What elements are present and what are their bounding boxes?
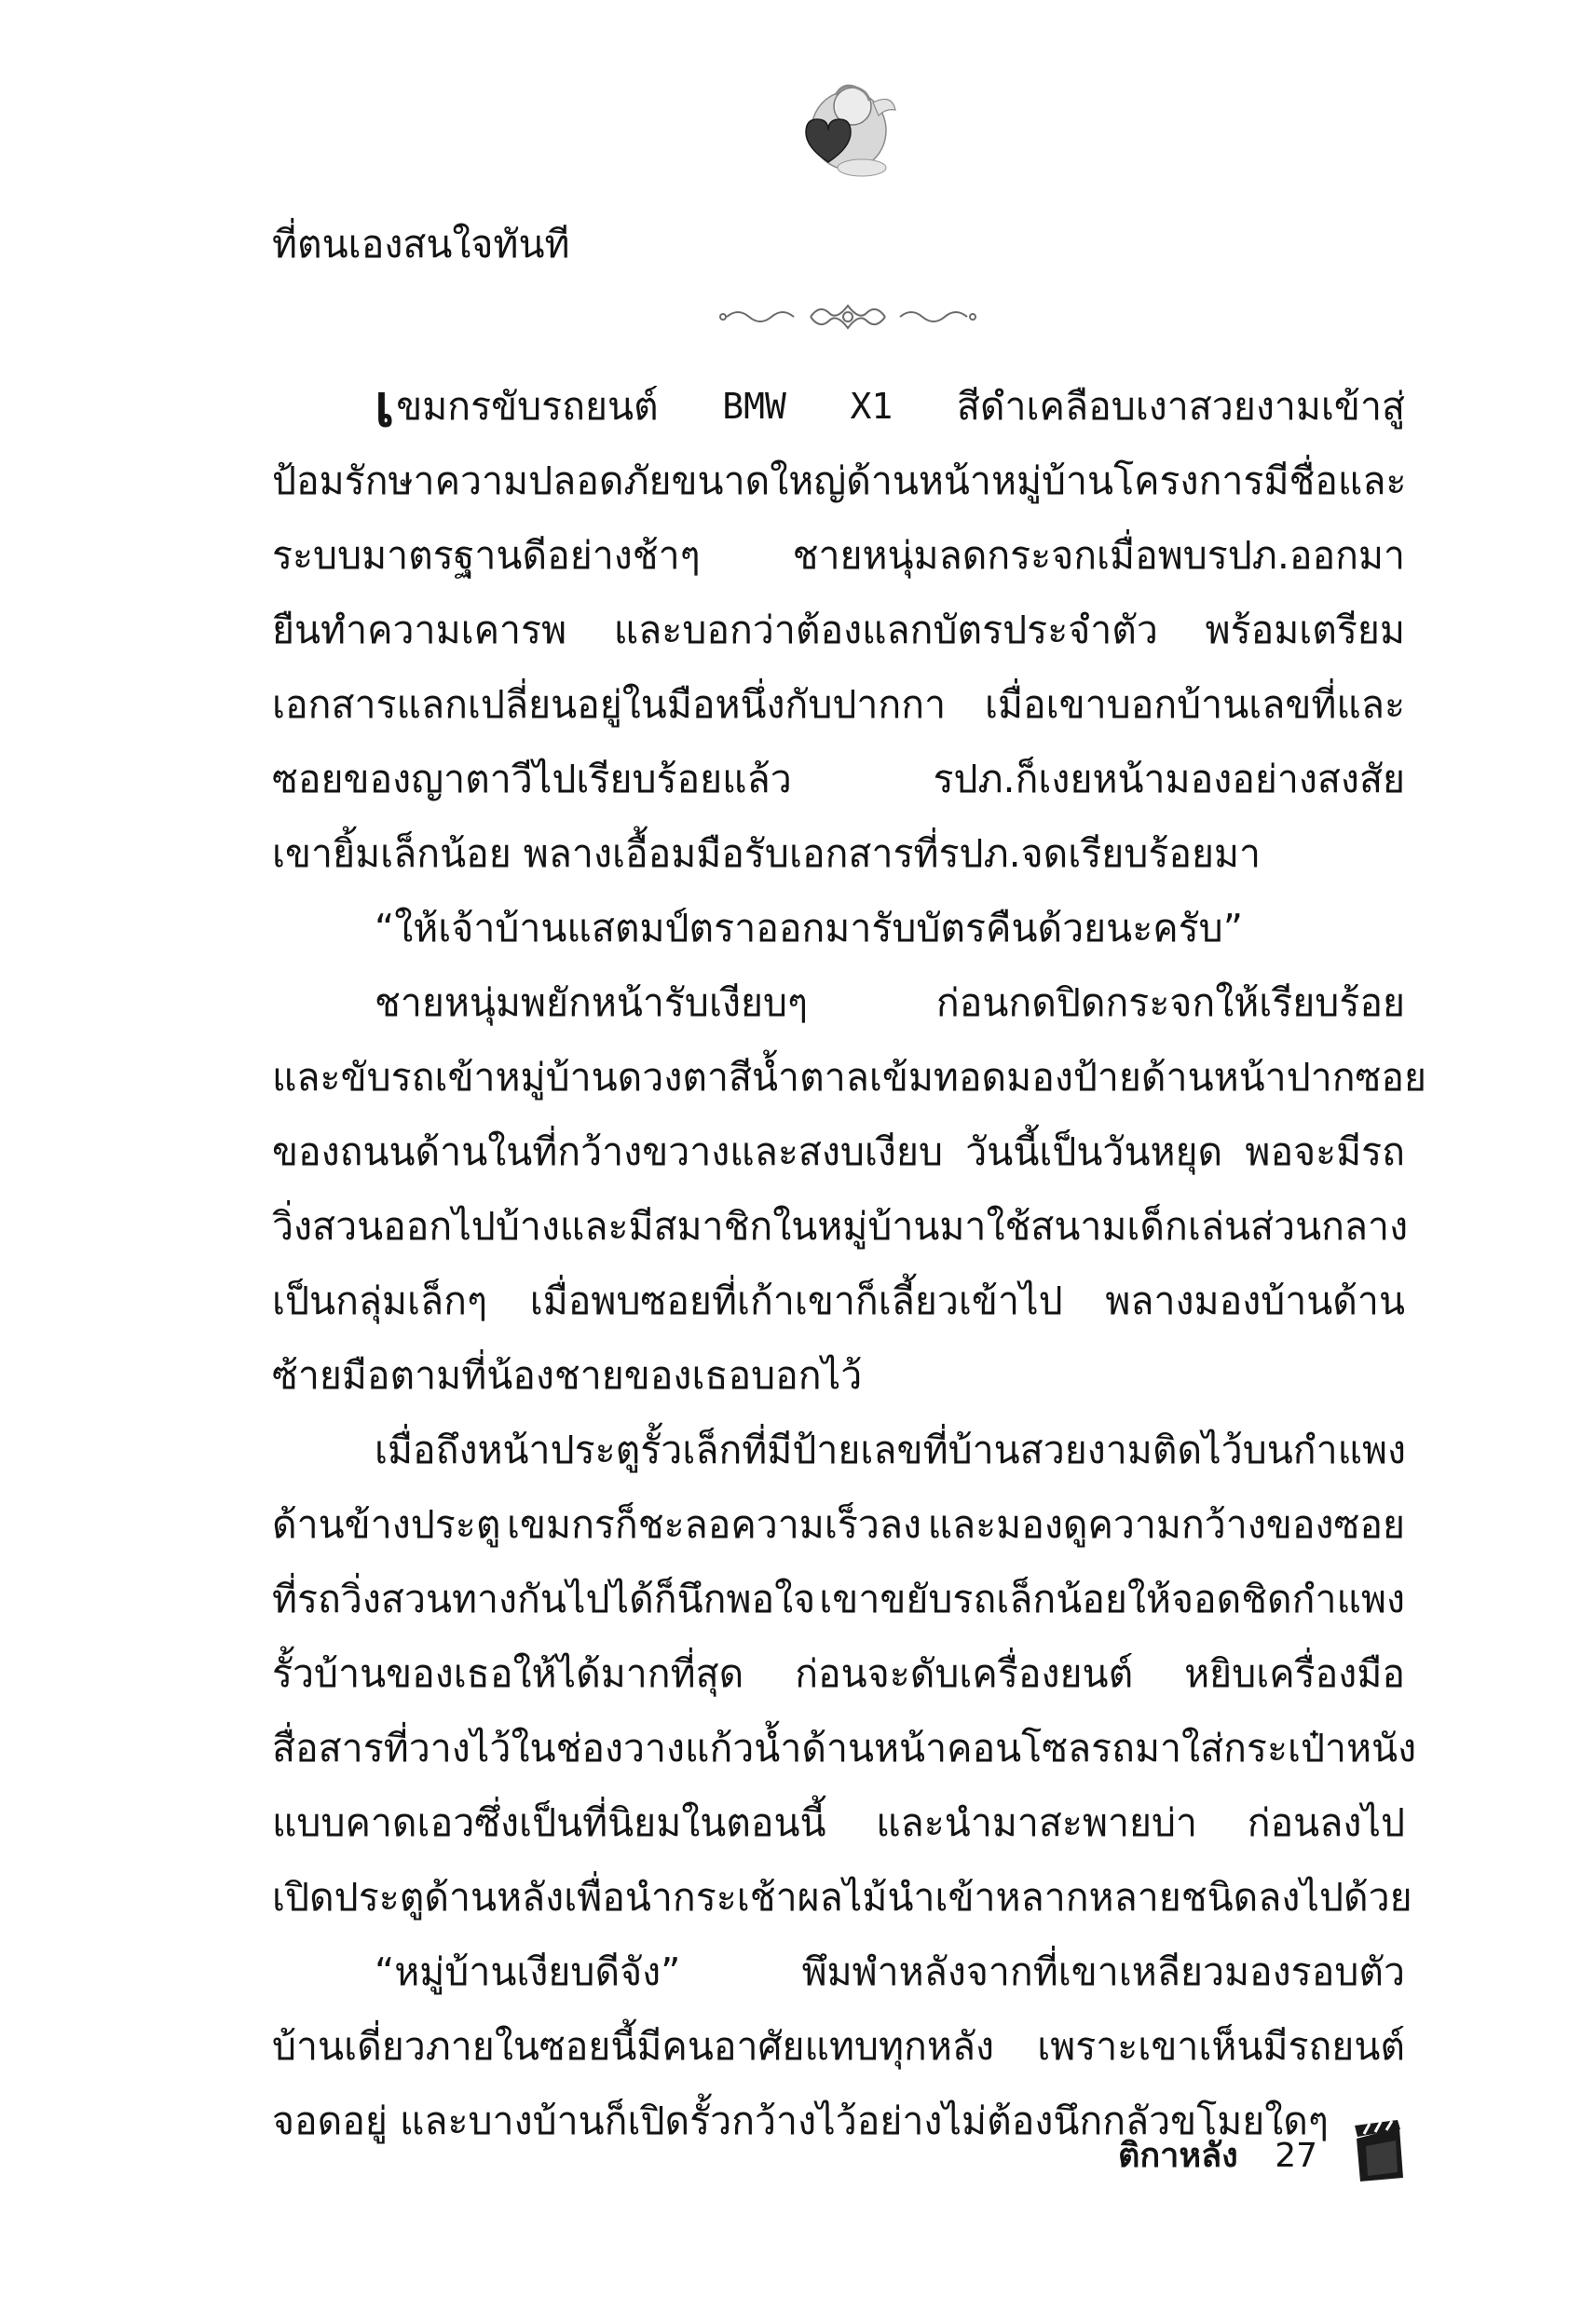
- line-text: เอกสารแลกเปลี่ยนอยู่ในมือหนึ่งกับปากกา เมื่อเขาบอกบ้านเลขที่และ: [272, 682, 1405, 727]
- text-line: [272, 369, 1405, 444]
- line-text: และขับรถเข้าหมู่บ้าน ดวงตาสีน้ำตาลเข้มทอดมองป้ายด้านหน้าปากซอย: [272, 1055, 1427, 1100]
- text-line: [272, 518, 1405, 593]
- line-text: แบบคาดเอวซึ่งเป็นที่นิยมในตอนนี้ และนำมาสะพายบ่า ก่อนลงไป: [272, 1800, 1405, 1845]
- line-text: จอดอยู่ และบางบ้านก็เปิดรั้วกว้างไว้อย่างไม่ต้องนึกกลัวขโมยใดๆ: [272, 2099, 1329, 2143]
- page-number: 27: [1275, 2137, 1318, 2175]
- ornamental-flourish-icon: [717, 300, 978, 334]
- line-text: เปิดประตูด้านหลังเพื่อนำกระเช้าผลไม้นำเข้าหลากหลายชนิดลงไปด้วย: [272, 1875, 1412, 1920]
- line-text: เขายิ้มเล็กน้อย พลางเอื้อมมือรับเอกสารที่รปภ.จดเรียบร้อยมา: [272, 831, 1262, 876]
- line-text: “ให้เจ้าบ้านแสตมป์ตราออกมารับบัตรคืนด้วยนะครับ”: [375, 906, 1243, 950]
- drop-cap: เ: [375, 372, 395, 440]
- text-line: [272, 2009, 1405, 2084]
- text-line: [272, 965, 1405, 1040]
- text-line: [272, 816, 1405, 891]
- text-line: [272, 1338, 1405, 1413]
- text-line: [272, 667, 1405, 742]
- text-line: [272, 1264, 1405, 1338]
- text-line: [272, 1785, 1405, 1860]
- line-text: วิ่งสวนออกไปบ้าง และมีสมาชิกในหมู่บ้านมาใช้สนามเด็กเล่นส่วนกลาง: [272, 1204, 1409, 1249]
- page-footer: [1118, 2128, 1317, 2181]
- text-line: [272, 1562, 1405, 1636]
- body-text: [272, 369, 1427, 2158]
- text-line: [272, 1636, 1405, 1711]
- line-text: “หมู่บ้านเงียบดีจัง” พึมพำหลังจากที่เขาเหลียวมองรอบตัว: [375, 1949, 1405, 1994]
- text-line: [272, 1935, 1405, 2009]
- line-text: ที่รถวิ่งสวนทางกันไปได้ก็นึกพอใจ เขาขยับรถเล็กน้อยให้จอดชิดกำแพง: [272, 1577, 1405, 1621]
- text-line: [272, 1487, 1405, 1562]
- text-line: [272, 1711, 1417, 1785]
- cherub-heart-icon: [787, 75, 899, 182]
- line-text: เป็นกลุ่มเล็กๆ เมื่อพบซอยที่เก้าเขาก็เลี้ยวเข้าไป พลางมองบ้านด้าน: [272, 1279, 1405, 1323]
- line-text: ชายหนุ่มพยักหน้ารับเงียบๆ ก่อนกดปิดกระจกให้เรียบร้อย: [375, 980, 1405, 1025]
- text-line: [272, 742, 1405, 816]
- intro-line: ที่ตนเองสนใจทันที: [272, 222, 570, 267]
- text-line: [272, 1189, 1409, 1264]
- text-line: [272, 444, 1405, 518]
- text-line: [272, 593, 1405, 667]
- line-text: ซ้ายมือตามที่น้องชายของเธอบอกไว้: [272, 1353, 863, 1398]
- line-text: ด้านข้างประตู เขมกรก็ชะลอความเร็วลง และมองดูความกว้างของซอย: [272, 1502, 1405, 1547]
- line-text: ขมกรขับรถยนต์ BMW X1 สีดำเคลือบเงาสวยงามเข้าสู่: [396, 384, 1405, 429]
- line-text: รั้วบ้านของเธอให้ได้มากที่สุด ก่อนจะดับเครื่องยนต์ หยิบเครื่องมือ: [272, 1651, 1405, 1696]
- film-clapperboard-icon: [1351, 2120, 1405, 2181]
- line-text: บ้านเดี่ยวภายในซอยนี้มีคนอาศัยแทบทุกหลัง เพราะเขาเห็นมีรถยนต์: [272, 2024, 1405, 2069]
- text-line: [272, 1040, 1427, 1114]
- line-text: ซอยของญาตาวีไปเรียบร้อยแล้ว รปภ.ก็เงยหน้ามองอย่างสงสัย: [272, 757, 1405, 801]
- text-line: [272, 891, 1405, 965]
- line-text: ระบบมาตรฐานดีอย่างช้าๆ ชายหนุ่มลดกระจกเมื่อพบรปภ.ออกมา: [272, 533, 1405, 578]
- line-text: ของถนนด้านในที่กว้างขวางและสงบเงียบ วันนี้เป็นวันหยุด พอจะมีรถ: [272, 1129, 1405, 1174]
- text-line: [272, 1114, 1405, 1189]
- book-title: ติกาหลัง: [1118, 2137, 1238, 2175]
- text-line: [272, 1413, 1405, 1487]
- line-text: เมื่อถึงหน้าประตูรั้วเล็กที่มีป้ายเลขที่บ้านสวยงามติดไว้บนกำแพง: [375, 1428, 1407, 1472]
- text-line: [272, 1860, 1412, 1935]
- line-text: ป้อมรักษาความปลอดภัยขนาดใหญ่ด้านหน้าหมู่บ้านโครงการมีชื่อและ: [272, 458, 1407, 503]
- line-text: สื่อสารที่วางไว้ในช่องวางแก้วน้ำด้านหน้าคอนโซลรถมาใส่กระเป๋าหนัง: [272, 1726, 1417, 1771]
- line-text: ยืนทำความเคารพ และบอกว่าต้องแลกบัตรประจำตัว พร้อมเตรียม: [272, 608, 1405, 652]
